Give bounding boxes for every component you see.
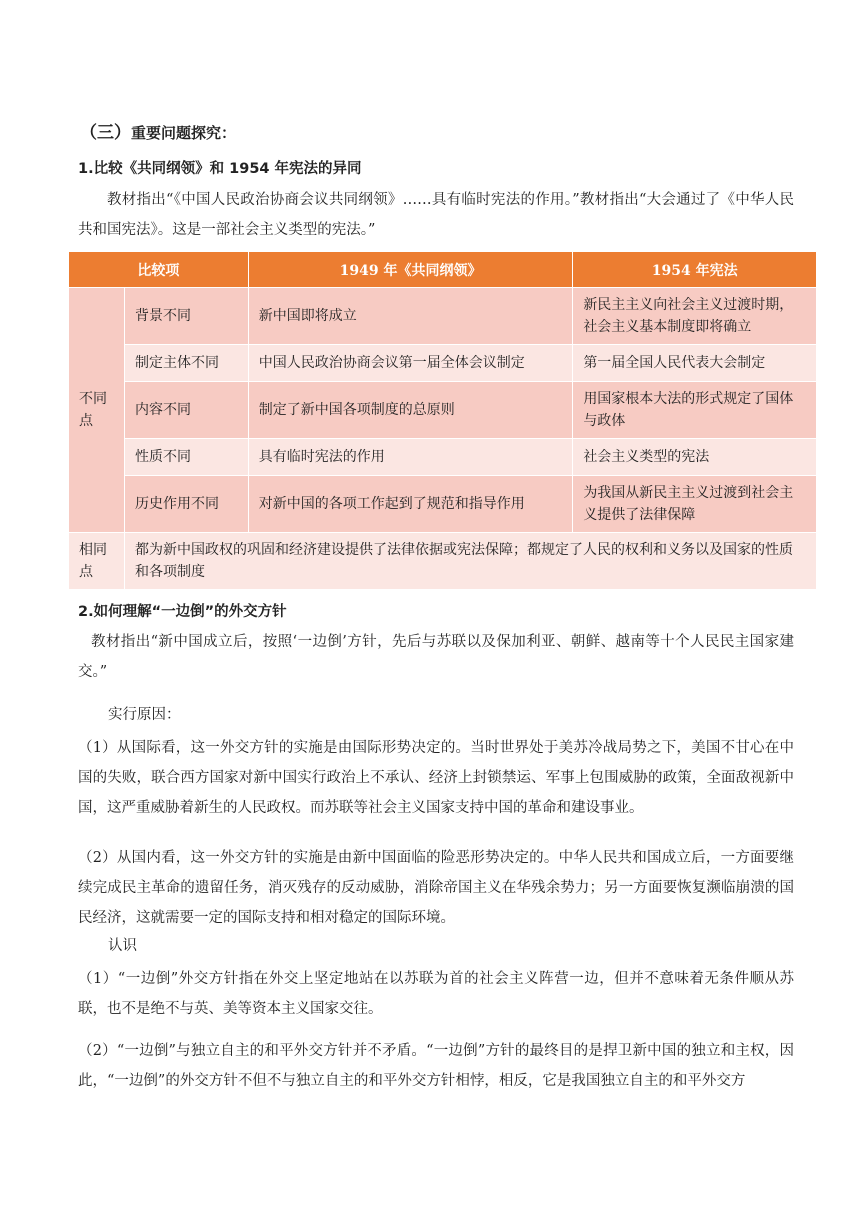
row-common-program: 对新中国的各项工作起到了规范和指导作用 — [248, 476, 573, 533]
similarities-text: 都为新中国政权的巩固和经济建设提供了法律依据或宪法保障；都规定了人民的权利和义务以及国家的性质和各项制度 — [124, 533, 816, 590]
row-constitution: 社会主义类型的宪法 — [573, 439, 817, 476]
row-constitution: 为我国从新民主主义过渡到社会主义提供了法律保障 — [573, 476, 817, 533]
comparison-table — [68, 251, 817, 590]
section-title-text: 重要问题探究： — [131, 124, 237, 142]
reason-1: （1）从国际看，这一外交方针的实施是由国际形势决定的。当时世界处于美苏冷战局势之下，美国不甘心在中国的失败，联合西方国家对新中国实行政治上不承认、经济上封锁禁运、军事上包围威胁的政策，全面敌视新中国，这严重威胁着新生的人民政权。而苏联等社会主义国家支持中国的革命和建设事业。 — [78, 740, 794, 816]
row-constitution: 用国家根本大法的形式规定了国体与政体 — [573, 382, 817, 439]
row-common-program: 具有临时宪法的作用 — [248, 439, 573, 476]
similarities-label: 相同点 — [69, 533, 125, 590]
header-constitution-1954: 1954 年宪法 — [573, 252, 817, 288]
reason-2: （2）从国内看，这一外交方针的实施是由新中国面临的险恶形势决定的。中华人民共和国成立后，一方面要继续完成民主革命的遗留任务，消灭残存的反动威胁，消除帝国主义在华残余势力；另一方面要恢复濒临崩溃的国民经济，这就需要一定的国际支持和相对稳定的国际环境。 — [78, 850, 794, 926]
row-item: 制定主体不同 — [124, 345, 248, 382]
row-common-program: 中国人民政治协商会议第一届全体会议制定 — [248, 345, 573, 382]
table-row — [69, 439, 817, 476]
reasons-label: 实行原因： — [108, 707, 181, 723]
header-compare-item: 比较项 — [69, 252, 249, 288]
section-number: （三） — [80, 123, 131, 143]
row-common-program: 制定了新中国各项制度的总原则 — [248, 382, 573, 439]
understanding-label: 认识 — [108, 938, 137, 954]
row-constitution: 新民主主义向社会主义过渡时期，社会主义基本制度即将确立 — [573, 288, 817, 345]
question-1-intro: 教材指出“《中国人民政治协商会议共同纲领》……具有临时宪法的作用。”教材指出“大会通过了《中华人民共和国宪法》。这是一部社会主义类型的宪法。” — [78, 192, 794, 238]
table-row — [69, 533, 817, 590]
question-2-heading: 2.如何理解“一边倒”的外交方针 — [78, 604, 287, 620]
row-item: 内容不同 — [124, 382, 248, 439]
point-1: （1）“一边倒”外交方针指在外交上坚定地站在以苏联为首的社会主义阵营一边，但并不意味着无条件顺从苏联，也不是绝不与英、美等资本主义国家交往。 — [78, 971, 794, 1017]
section-title — [80, 118, 236, 143]
table-header-row — [69, 252, 817, 288]
row-constitution: 第一届全国人民代表大会制定 — [573, 345, 817, 382]
table-row — [69, 345, 817, 382]
row-item: 背景不同 — [124, 288, 248, 345]
point-2: （2）“一边倒”与独立自主的和平外交方针并不矛盾。“一边倒”方针的最终目的是捍卫新中国的独立和主权，因此，“一边倒”的外交方针不但不与独立自主的和平外交方针相悖，相反，它是我国独立自主的和平外交方 — [78, 1043, 794, 1089]
question-1-heading: 1.比较《共同纲领》和 1954 年宪法的异同 — [78, 161, 362, 177]
table-row — [69, 382, 817, 439]
table-row — [69, 476, 817, 533]
row-item: 历史作用不同 — [124, 476, 248, 533]
question-2-intro: 教材指出“新中国成立后，按照‘一边倒’方针，先后与苏联以及保加利亚、朝鲜、越南等十个人民民主国家建交。” — [78, 634, 794, 680]
row-item: 性质不同 — [124, 439, 248, 476]
row-common-program: 新中国即将成立 — [248, 288, 573, 345]
table-row — [69, 288, 817, 345]
differences-label: 不同点 — [69, 288, 125, 533]
header-common-program: 1949 年《共同纲领》 — [248, 252, 573, 288]
